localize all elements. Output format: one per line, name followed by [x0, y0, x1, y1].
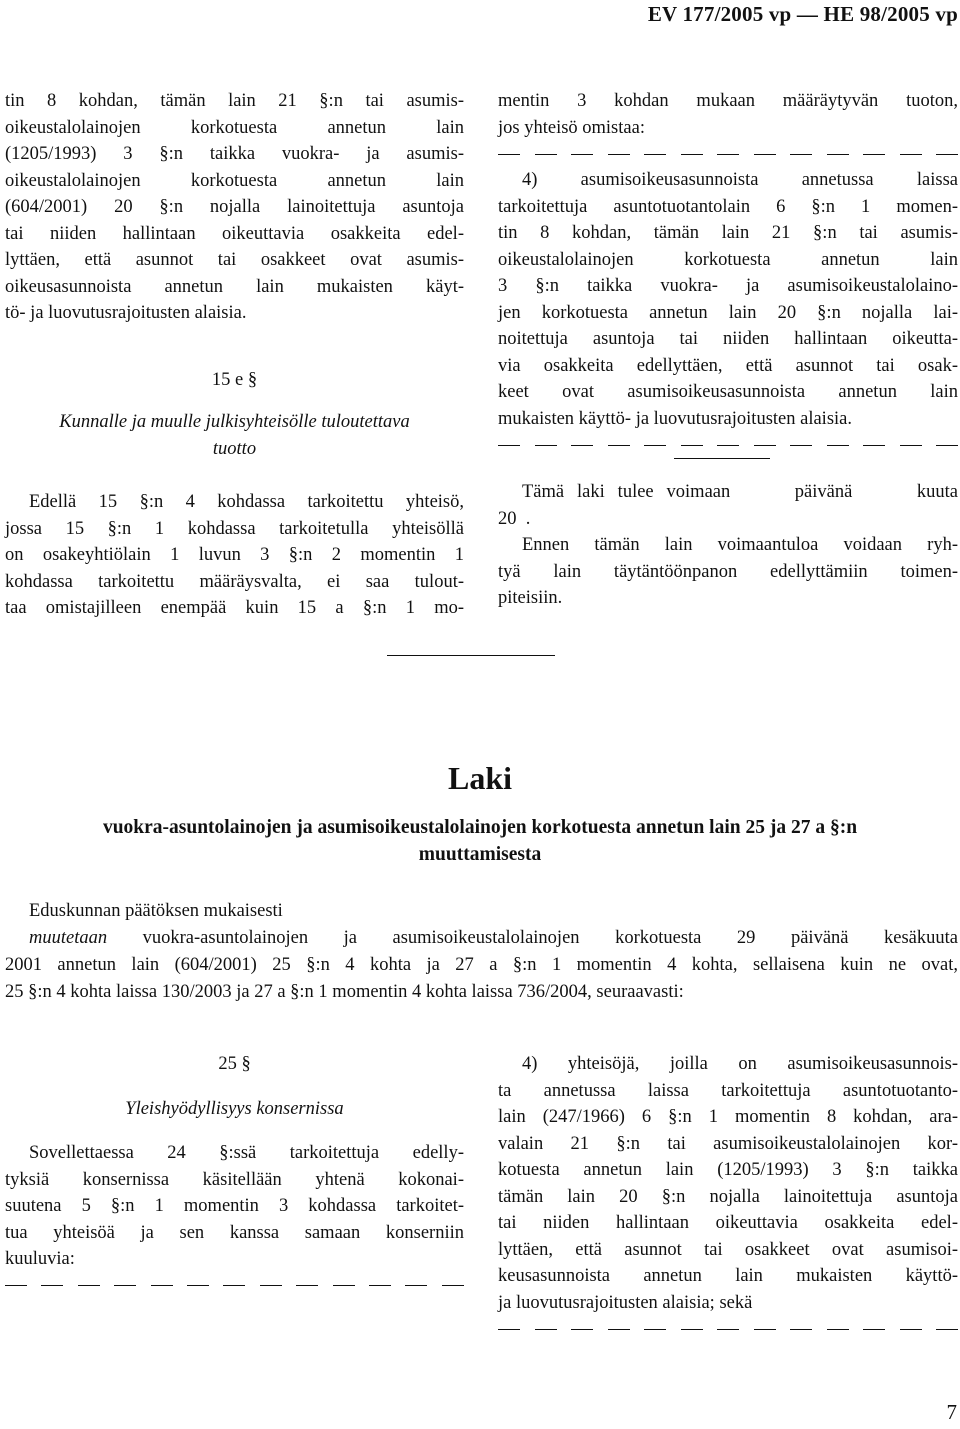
- text-line: tin 8 kohdan, tämän lain 21 §:n tai asumis-: [498, 223, 958, 243]
- text-line: tyä lain täytäntöönpanon edellyttämiin toimen-: [498, 561, 958, 582]
- right-bottom-column: [498, 1051, 958, 1342]
- text-line: Sovellettaessa 24 §:ssä tarkoitettuja edelly-: [29, 1143, 464, 1163]
- right-top-column: [498, 88, 958, 612]
- text-line: keet ovat asumisoikeusasunnoista annetun lain: [498, 382, 958, 402]
- text-line: kuuluvia:: [5, 1249, 75, 1269]
- law-intro: [5, 898, 958, 1006]
- text-line: Edellä 15 §:n 4 kohdassa tarkoitettu yhteisö,: [29, 492, 464, 512]
- text-line: ta annetussa laissa tarkoitettuja asuntotuotanto-: [498, 1080, 958, 1101]
- text-line: jos yhteisö omistaa:: [498, 117, 645, 138]
- amend-text: vuokra-asuntolainojen ja asumisoikeustalolainojen korkotuesta 29 päivänä kesäkuuta: [107, 928, 958, 948]
- page-header: EV 177/2005 vp — HE 98/2005 vp: [647, 2, 958, 26]
- text-line: oikeustalolainojen korkotuesta annetun lain: [5, 170, 464, 191]
- omission-dashes: [498, 1316, 958, 1342]
- text-line: Tämä laki tulee voimaan päivänä kuuta: [522, 482, 958, 502]
- text-line: tö- ja luovutusrajoitusten alaisia.: [5, 303, 247, 323]
- text-line: tarkoitettuja asuntotuotantolain 6 §:n 1 momen-: [498, 196, 958, 217]
- text-line: lyttäen, että asunnot tai osakkeet ovat asumisoi-: [498, 1239, 958, 1260]
- text-line: tai niiden hallintaan oikeuttavia osakkeita edel-: [498, 1213, 958, 1233]
- section-heading: Yleishyödyllisyys konsernissa: [125, 1098, 344, 1119]
- text-line: tai niiden hallintaan oikeuttavia osakkeita edel-: [5, 223, 464, 244]
- amend-line: 2001 annetun lain (604/2001) 25 §:n 4 kohta ja 27 a §:n 1 momentin 4 kohta, sellaisena kuin ne ovat,: [5, 955, 958, 975]
- text-line: oikeustalolainojen korkotuesta annetun lain: [498, 249, 958, 270]
- text-line: valain 21 §:n tai asumisoikeustalolainojen kor-: [498, 1133, 958, 1154]
- text-line: lain (247/1966) 6 §:n 1 momentin 8 kohdan, ara-: [498, 1107, 958, 1127]
- text-line: keusasunnoista annetun lain mukaisten käyttö-: [498, 1266, 958, 1286]
- text-line: 4) yhteisöjä, joilla on asumisoikeusasunnois-: [522, 1054, 958, 1074]
- omission-dashes: [5, 1273, 464, 1299]
- text-line: kohdassa tarkoitettu määräysvalta, ei saa tulout-: [5, 571, 464, 592]
- text-line: tin 8 kohdan, tämän lain 21 §:n tai asumis-: [5, 91, 464, 111]
- text-line: mukaisten käyttö- ja luovutusrajoitusten alaisia.: [498, 408, 852, 429]
- omission-dashes: [498, 141, 958, 167]
- text-line: (604/2001) 20 §:n nojalla lainoitettuja asuntoja: [5, 197, 464, 217]
- text-line: piteisiin.: [498, 588, 563, 608]
- text-line: lyttäen, että asunnot tai osakkeet ovat asumis-: [5, 250, 464, 270]
- text-line: via osakkeita edellyttäen, että asunnot tai osak-: [498, 355, 958, 376]
- amend-keyword: muutetaan: [29, 928, 108, 948]
- text-line: tua yhteisöä ja sen kanssa samaan konserniin: [5, 1222, 464, 1243]
- intro-line: Eduskunnan päätöksen mukaisesti: [29, 901, 283, 921]
- law-divider: [387, 655, 555, 656]
- text-line: on osakeyhtiölain 1 luvun 3 §:n 2 momentin 1: [5, 545, 464, 565]
- left-top-column: [5, 88, 464, 622]
- law-subtitle-line: vuokra-asuntolainojen ja asumisoikeustalolainojen korkotuesta annetun lain 25 ja 27 a §:n: [102, 817, 858, 838]
- text-line: kotuesta annetun lain (1205/1993) 3 §:n taikka: [498, 1160, 958, 1180]
- text-line: 4) asumisoikeusasunnoista annetussa laissa: [522, 170, 958, 190]
- text-line: Ennen tämän lain voimaantuloa voidaan ryh-: [522, 535, 958, 555]
- text-line: mentin 3 kohdan mukaan määräytyvän tuoton,: [498, 91, 958, 111]
- text-line: 3 §:n taikka vuokra- ja asumisoikeustalolaino-: [498, 276, 958, 296]
- text-line: taa omistajilleen enempää kuin 15 a §:n 1 mo-: [5, 598, 464, 618]
- text-line: tyksiä konsernissa käsitellään yhtenä kokonai-: [5, 1169, 464, 1190]
- text-line: noitettuja asuntoja tai niiden hallintaan oikeutta-: [498, 329, 958, 349]
- section-heading: tuotto: [212, 438, 257, 459]
- text-line: jen korkotuesta annetun lain 20 §:n nojalla lai-: [498, 302, 958, 323]
- amend-line: 25 §:n 4 kohta laissa 130/2003 ja 27 a §:n 1 momentin 4 kohta laissa 736/2004, seuraavasti:: [5, 982, 684, 1002]
- section-number: 15 e §: [211, 369, 258, 390]
- amend-line: [5, 925, 958, 952]
- text-line: ja luovutusrajoitusten alaisia; sekä: [498, 1292, 753, 1313]
- text-line: jossa 15 §:n 1 kohdassa tarkoitetulla yhteisöllä: [5, 518, 464, 539]
- section-heading: Kunnalle ja muulle julkisyhteisölle tuloutettava: [59, 412, 410, 432]
- text-line: oikeusasunnoista annetun lain mukaisten käyt-: [5, 276, 464, 297]
- text-line: (1205/1993) 3 §:n taikka vuokra- ja asumis-: [5, 144, 464, 164]
- section-number: 25 §: [218, 1054, 251, 1074]
- left-bottom-column: [5, 1051, 464, 1299]
- text-line: oikeustalolainojen korkotuesta annetun lain: [5, 117, 464, 138]
- text-line: 20 .: [498, 508, 531, 529]
- law-subtitle-line: muuttamisesta: [418, 844, 542, 865]
- text-line: tämän lain 20 §:n nojalla lainoitettuja asuntoja: [498, 1186, 958, 1207]
- law-title: Laki: [447, 760, 513, 796]
- page-number: 7: [946, 1400, 957, 1424]
- omission-dashes: [498, 432, 958, 458]
- law-subtitle: [0, 814, 960, 868]
- text-line: suutena 5 §:n 1 momentin 3 kohdassa tarkoitet-: [5, 1196, 464, 1216]
